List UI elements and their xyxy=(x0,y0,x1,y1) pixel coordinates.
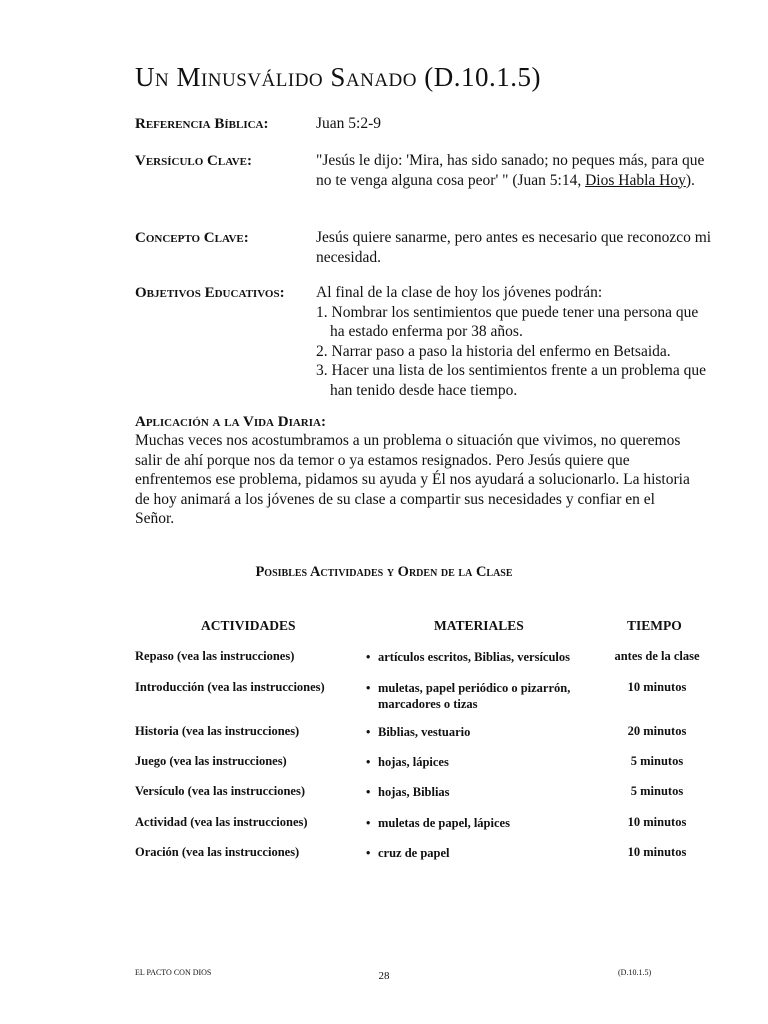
time-cell: 5 minutos xyxy=(630,754,684,768)
application-heading: Aplicación a la Vida Diaria: xyxy=(135,414,326,430)
time-cell: antes de la clase xyxy=(614,649,700,663)
materials-cell xyxy=(366,649,586,665)
materials-cell xyxy=(366,754,586,770)
activities-section-title: Posibles Actividades y Orden de la Clase xyxy=(255,564,513,580)
key-verse-label: Versículo Clave: xyxy=(135,153,253,169)
header-activities: ACTIVIDADES xyxy=(201,618,296,633)
page-title: Un Minusválido Sanado (D.10.1.5) xyxy=(135,62,541,92)
time-cell: 20 minutos xyxy=(627,724,687,738)
activity-cell: Actividad (vea las instrucciones) xyxy=(135,815,308,829)
time-cell: 10 minutos xyxy=(627,680,687,694)
materials-cell xyxy=(366,815,586,831)
time-cell: 10 minutos xyxy=(627,815,687,829)
objective-item: 2. Narrar paso a paso la historia del enfermo en Betsaida. xyxy=(316,342,671,360)
reference-value: Juan 5:2-9 xyxy=(316,115,382,132)
activity-cell: Juego (vea las instrucciones) xyxy=(135,754,287,768)
objectives-label: Objetivos Educativos: xyxy=(135,285,285,301)
materials-cell xyxy=(366,845,586,861)
key-verse-text: "Jesús le dijo: 'Mira, has sido sanado; no peques más, para que no te venga alguna cosa peor' " (Juan 5:14, xyxy=(316,152,705,189)
footer-right: (D.10.1.5) xyxy=(618,968,652,977)
bullet: • xyxy=(366,846,371,860)
objective-item: 1. Nombrar los sentimientos que puede tener una persona que ha estado enferma por 38 años. xyxy=(316,303,699,340)
key-concept-label: Concepto Clave: xyxy=(135,230,249,246)
activity-cell: Repaso (vea las instrucciones) xyxy=(135,649,295,663)
bullet: • xyxy=(366,816,371,830)
time-cell: 5 minutos xyxy=(630,784,684,798)
activity-cell: Oración (vea las instrucciones) xyxy=(135,845,300,859)
key-concept-value: Jesús quiere sanarme, pero antes es necesario que reconozco mi necesidad. xyxy=(316,229,712,266)
materials-text: muletas de papel, lápices xyxy=(378,816,510,830)
materials-cell xyxy=(366,784,586,800)
application-text: Muchas veces nos acostumbramos a un problema o situación que vivimos, no queremos salir de ahí porque nos da temor o ya estamos resignados. Pero Jesús quiere que enfrentemos ese problema, pidamos su ayuda y Él nos ayudará a solucionarlo. La historia de hoy animará a los jóvenes de su clase a compartir sus necesidades y confiar en el Señor. xyxy=(135,432,690,528)
materials-text: muletas, papel periódico o pizarrón, xyxy=(378,681,571,695)
bullet: • xyxy=(366,785,371,799)
activity-cell: Versículo (vea las instrucciones) xyxy=(135,784,306,798)
bullet: • xyxy=(366,650,371,664)
header-time: TIEMPO xyxy=(627,618,682,633)
key-verse-end: ). xyxy=(685,171,695,189)
bullet: • xyxy=(366,681,371,695)
materials-text: Biblias, vestuario xyxy=(378,725,471,739)
objectives-list xyxy=(316,303,716,401)
time-cell: 10 minutos xyxy=(627,845,687,859)
materials-cell xyxy=(366,724,586,740)
header-materials: MATERIALES xyxy=(434,618,524,633)
page-number: 28 xyxy=(378,970,390,982)
objectives-value xyxy=(316,283,716,400)
activity-cell: Introducción (vea las instrucciones) xyxy=(135,680,325,694)
materials-cell xyxy=(366,680,586,712)
materials-text: hojas, Biblias xyxy=(378,785,450,799)
materials-text: artículos escritos, Biblias, versículos xyxy=(378,650,570,664)
bible-version: Dios Habla Hoy xyxy=(585,171,686,189)
materials-text: cruz de papel xyxy=(378,846,450,860)
key-verse-value xyxy=(316,151,716,190)
bullet: • xyxy=(366,755,371,769)
objectives-intro: Al final de la clase de hoy los jóvenes podrán: xyxy=(316,284,603,301)
objective-item: 3. Hacer una lista de los sentimientos frente a un problema que han tenido desde hace tiempo. xyxy=(316,362,706,399)
reference-label: Referencia Bíblica: xyxy=(135,116,269,132)
footer-left: EL PACTO CON DIOS xyxy=(135,968,212,977)
bullet: • xyxy=(366,725,371,739)
activity-cell: Historia (vea las instrucciones) xyxy=(135,724,300,738)
materials-text-cont: marcadores o tizas xyxy=(378,697,478,711)
materials-text: hojas, lápices xyxy=(378,755,449,769)
